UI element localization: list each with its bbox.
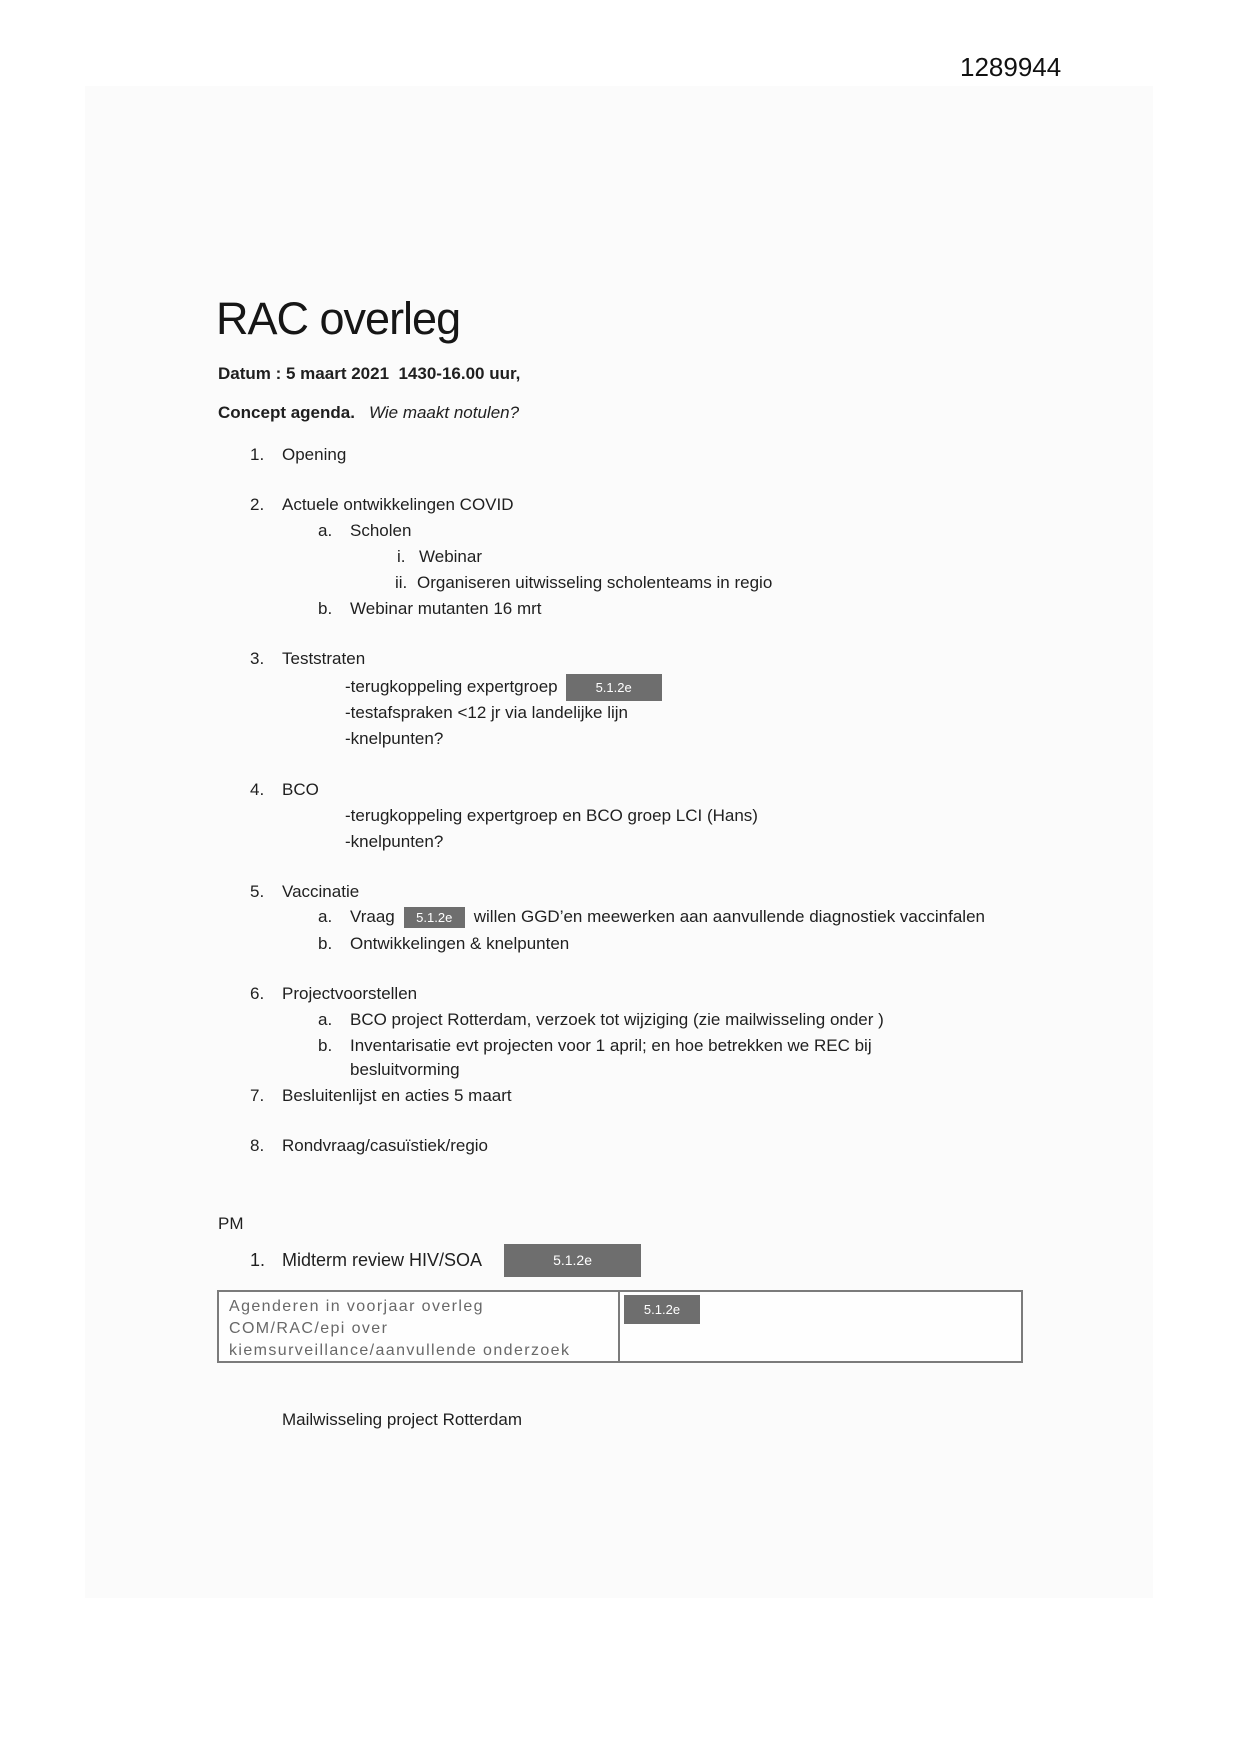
item-text: Actuele ontwikkelingen COVID [282, 495, 514, 514]
agenda-item-2 [250, 494, 514, 516]
item-text: -terugkoppeling expertgroep en BCO groep LCI (Hans) [345, 806, 758, 825]
agenda-heading: Concept agenda. [218, 403, 355, 422]
note-table-left-cell [219, 1292, 620, 1361]
agenda-item-6b-cont [350, 1059, 460, 1081]
item-marker: 7. [250, 1086, 265, 1105]
agenda-item-8 [250, 1135, 488, 1157]
item-marker: b. [318, 934, 333, 953]
item-text: Teststraten [282, 649, 366, 668]
note-table [217, 1290, 1023, 1363]
item-text: Webinar [419, 547, 482, 566]
item-marker: 4. [250, 780, 265, 799]
item-text: -testafspraken <12 jr via landelijke lijn [345, 703, 629, 722]
mail-note: Mailwisseling project Rotterdam [282, 1410, 522, 1429]
agenda-item-5 [250, 881, 359, 903]
item-text: Midterm review HIV/SOA [282, 1249, 483, 1270]
note-table-right-cell [620, 1292, 1021, 1361]
item-text: Organiseren uitwisseling scholenteams in regio [417, 573, 773, 592]
cell-line: kiemsurveillance/aanvullende onderzoek [229, 1342, 571, 1359]
item-text: besluitvorming [350, 1060, 460, 1079]
agenda-item-5a [318, 906, 985, 928]
agenda-item-7 [250, 1085, 512, 1107]
agenda-item-6b [318, 1035, 872, 1057]
cell-line: Agenderen in voorjaar overleg [229, 1298, 484, 1315]
agenda-heading-line [218, 403, 519, 423]
item-text: Besluitenlijst en acties 5 maart [282, 1086, 512, 1105]
agenda-item-2a-ii [395, 572, 772, 594]
item-text: Vraag [350, 907, 395, 926]
agenda-question: Wie maakt notulen? [368, 403, 520, 422]
item-marker: 3. [250, 649, 265, 668]
item-text: -knelpunten? [345, 832, 444, 851]
redaction-box: 5.1.2e [404, 907, 465, 928]
agenda-item-3-sub1 [345, 673, 662, 701]
pm-label: PM [218, 1214, 244, 1233]
item-text: Projectvoorstellen [282, 984, 418, 1003]
item-text: BCO [282, 780, 319, 799]
item-text: BCO project Rotterdam, verzoek tot wijziging (zie mailwisseling onder ) [350, 1010, 884, 1029]
item-marker: 2. [250, 495, 265, 514]
item-marker: 1. [250, 1249, 266, 1270]
item-text: Rondvraag/casuïstiek/regio [282, 1136, 489, 1155]
item-text: Scholen [350, 521, 412, 540]
item-marker: b. [318, 599, 333, 618]
item-text: willen GGD’en meewerken aan aanvullende diagnostiek vaccinfalen [473, 907, 985, 926]
item-text: Webinar mutanten 16 mrt [350, 599, 542, 618]
agenda-item-3-sub2 [345, 702, 628, 724]
page-title: RAC overleg [216, 293, 461, 344]
item-marker: a. [318, 1010, 333, 1029]
item-text: Inventarisatie evt projecten voor 1 april; en hoe betrekken we REC bij [350, 1036, 872, 1055]
agenda-item-3-sub3 [345, 728, 443, 750]
agenda-item-4-sub1 [345, 805, 758, 827]
item-marker: 1. [250, 445, 265, 464]
agenda-item-4 [250, 779, 319, 801]
agenda-item-4-sub2 [345, 831, 443, 853]
item-marker: b. [318, 1036, 333, 1055]
item-text: Vaccinatie [282, 882, 360, 901]
pm-item-1 [250, 1243, 641, 1277]
redaction-box: 5.1.2e [624, 1295, 700, 1324]
item-marker: i. [397, 547, 406, 566]
agenda-item-2b [318, 598, 542, 620]
agenda-item-5b [318, 933, 569, 955]
redaction-box: 5.1.2e [566, 674, 662, 701]
item-marker: 8. [250, 1136, 265, 1155]
cell-line: COM/RAC/epi over [229, 1320, 389, 1337]
item-marker: ii. [395, 573, 408, 592]
agenda-item-2a-i [397, 546, 482, 568]
date-line: Datum : 5 maart 2021 1430-16.00 uur, [218, 364, 521, 383]
item-marker: 5. [250, 882, 265, 901]
redaction-box: 5.1.2e [504, 1244, 641, 1277]
agenda-item-1 [250, 444, 346, 466]
document-number: 1289944 [960, 52, 1062, 82]
agenda-item-6 [250, 983, 417, 1005]
item-marker: a. [318, 907, 333, 926]
agenda-item-3 [250, 648, 365, 670]
item-text: -knelpunten? [345, 729, 444, 748]
agenda-item-6a [318, 1009, 884, 1031]
agenda-item-2a [318, 520, 411, 542]
item-text: Ontwikkelingen & knelpunten [350, 934, 570, 953]
item-marker: 6. [250, 984, 265, 1003]
item-text: Opening [282, 445, 347, 464]
item-marker: a. [318, 521, 333, 540]
item-text: -terugkoppeling expertgroep [345, 677, 558, 696]
